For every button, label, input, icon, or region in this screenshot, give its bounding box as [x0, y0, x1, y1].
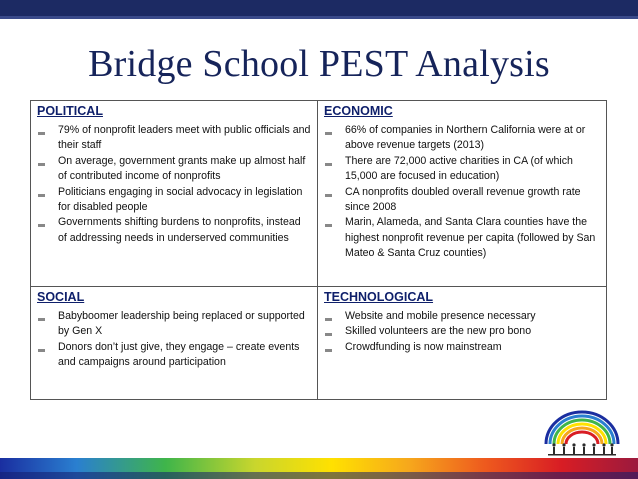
- list-item-text: Donors don’t just give, they engage – create events and campaigns around participation: [58, 340, 300, 369]
- list-item: [37, 215, 312, 246]
- bullet-dash-icon: [325, 318, 332, 321]
- list-item-text: Crowdfunding is now mainstream: [345, 340, 502, 353]
- list-item: [324, 340, 601, 355]
- quadrant-technological: [318, 287, 606, 399]
- slide-title: Bridge School PEST Analysis: [88, 43, 550, 85]
- list-item-text: 79% of nonprofit leaders meet with public officials and their staff: [58, 124, 311, 152]
- list-economic: [324, 123, 601, 262]
- bullet-dash-icon: [38, 132, 45, 135]
- list-item: [324, 123, 601, 154]
- bullet-dash-icon: [38, 318, 45, 321]
- list-item-text: Skilled volunteers are the new pro bono: [345, 325, 532, 338]
- list-social: [37, 309, 312, 371]
- bullet-dash-icon: [325, 333, 332, 336]
- list-item-text: CA nonprofits doubled overall revenue growth rate since 2008: [345, 185, 581, 214]
- list-item-text: On average, government grants make up almost half of contributed income of nonprofits: [58, 154, 306, 183]
- header-bar: [0, 0, 638, 16]
- quadrant-economic: [318, 101, 606, 287]
- bullet-dash-icon: [38, 224, 45, 227]
- list-item: [324, 324, 601, 339]
- heading-social: SOCIAL: [37, 290, 85, 304]
- list-item-text: There are 72,000 active charities in CA (of which 15,000 are focused in education): [345, 154, 573, 183]
- heading-economic: ECONOMIC: [324, 104, 393, 118]
- list-item: [324, 185, 601, 216]
- pest-grid: [30, 100, 607, 400]
- quadrant-political: [31, 101, 318, 287]
- list-item: [324, 309, 601, 324]
- footer-stripe-shade: [0, 472, 638, 479]
- list-item: [37, 154, 312, 185]
- bullet-dash-icon: [38, 163, 45, 166]
- bullet-dash-icon: [325, 194, 332, 197]
- list-item: [324, 215, 601, 261]
- list-item-text: Marin, Alameda, and Santa Clara counties have the highest nonprofit revenue per capita (followed by San Mateo & Santa Cruz counties): [345, 216, 596, 260]
- list-item-text: Governments shifting burdens to nonprofits, instead of addressing needs in underserved communities: [58, 216, 301, 244]
- heading-technological: TECHNOLOGICAL: [324, 290, 434, 304]
- bullet-dash-icon: [38, 194, 45, 197]
- heading-political: POLITICAL: [37, 104, 103, 118]
- header-bar-accent: [0, 16, 638, 19]
- bullet-dash-icon: [38, 349, 45, 352]
- list-item: [37, 340, 312, 371]
- list-item: [324, 154, 601, 185]
- list-item-text: Politicians engaging in social advocacy in legislation for disabled people: [58, 185, 303, 214]
- bullet-dash-icon: [325, 224, 332, 227]
- rainbow-figures-logo-icon: [542, 404, 622, 458]
- list-technological: [324, 309, 601, 355]
- list-item: [37, 123, 312, 154]
- bullet-dash-icon: [325, 163, 332, 166]
- list-item-text: 66% of companies in Northern California were at or above revenue targets (2013): [345, 124, 586, 152]
- list-item-text: Website and mobile presence necessary: [345, 310, 536, 322]
- list-political: [37, 123, 312, 246]
- footer-rainbow-stripe: [0, 458, 638, 479]
- list-item: [37, 309, 312, 340]
- bullet-dash-icon: [325, 132, 332, 135]
- list-item: [37, 185, 312, 216]
- bullet-dash-icon: [325, 349, 332, 352]
- quadrant-social: [31, 287, 318, 399]
- list-item-text: Babyboomer leadership being replaced or supported by Gen X: [58, 310, 305, 338]
